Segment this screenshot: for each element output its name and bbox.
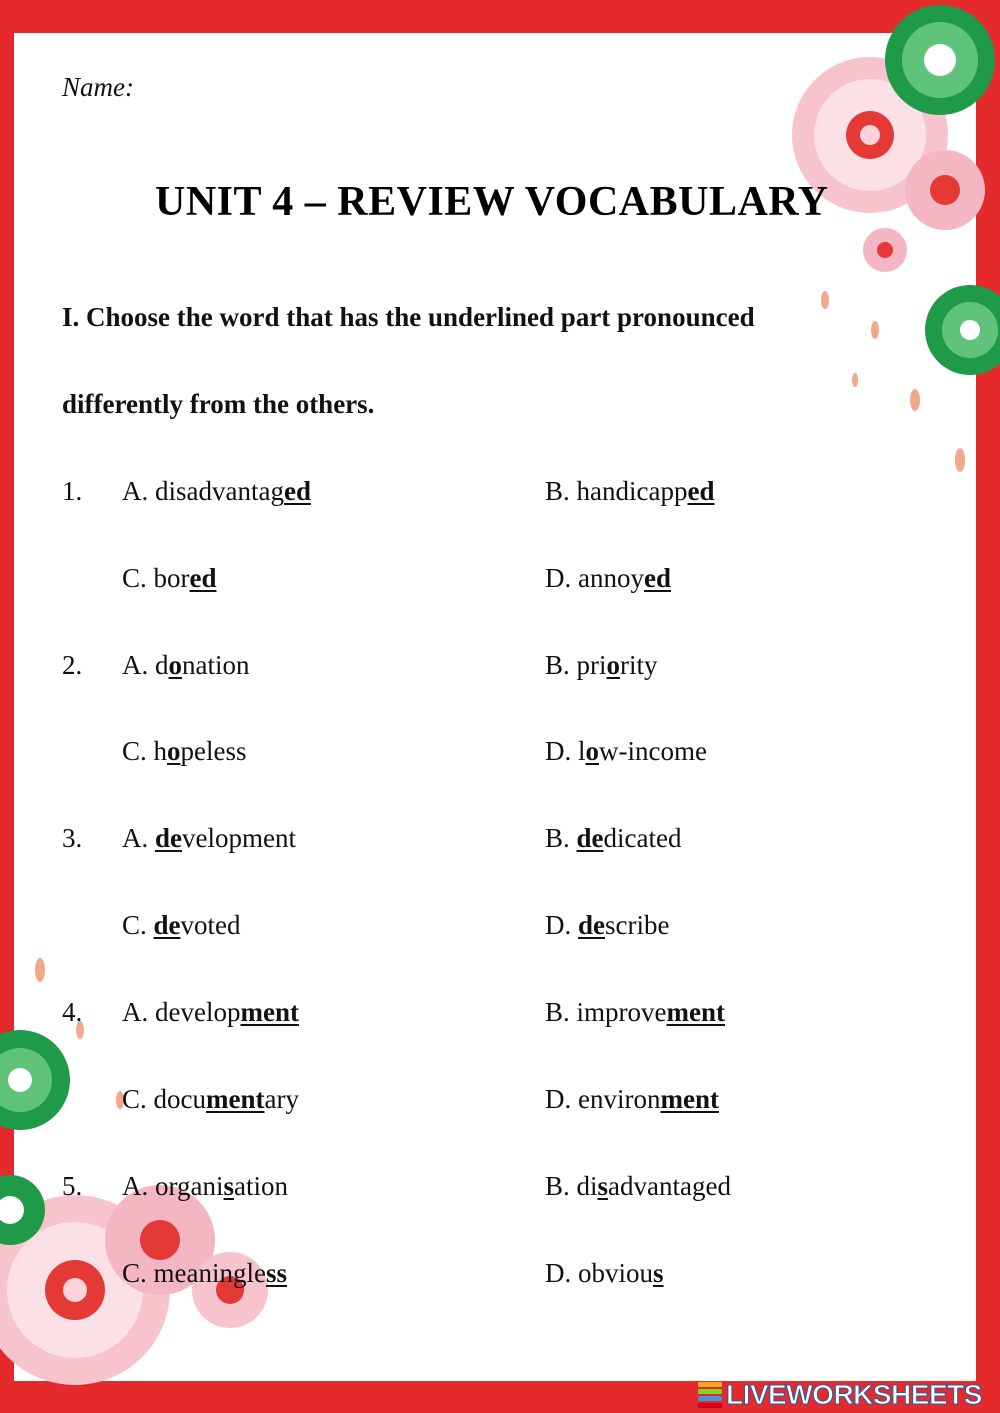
option-b[interactable]: B. priority: [545, 650, 658, 680]
option-c[interactable]: C. documentary: [122, 1084, 299, 1114]
question-row: [0, 1171, 1000, 1211]
worksheet-title: UNIT 4 – REVIEW VOCABULARY: [155, 179, 829, 225]
name-label: Name:: [62, 72, 134, 102]
option-a[interactable]: A. organisation: [122, 1171, 289, 1201]
underlined-part: ment: [240, 997, 299, 1027]
instruction-line-1: I. Choose the word that has the underlined part pronounced: [62, 302, 755, 332]
option-b[interactable]: B. improvement: [545, 997, 725, 1027]
underlined-part: ed: [189, 563, 217, 593]
option-b[interactable]: B. disadvantaged: [545, 1171, 731, 1201]
question-row: [0, 563, 1000, 603]
underlined-part: ed: [283, 476, 311, 506]
underlined-part: ss: [265, 1258, 287, 1288]
question-number: 3.: [62, 823, 83, 853]
underlined-part: o: [168, 650, 182, 680]
liveworksheets-brand[interactable]: [698, 1380, 998, 1410]
question-row: [0, 1258, 1000, 1298]
small-flower-icon: [863, 228, 907, 272]
small-flower-icon: [905, 150, 985, 230]
underlined-part: ed: [687, 476, 715, 506]
green-flower-icon: [885, 5, 995, 115]
option-c[interactable]: C. hopeless: [122, 736, 247, 766]
liveworksheets-logo-icon: [698, 1382, 722, 1408]
question-row: [0, 476, 1000, 516]
question-number: 4.: [62, 997, 83, 1027]
option-c[interactable]: C. devoted: [122, 910, 241, 940]
underlined-part: de: [155, 823, 182, 853]
option-d[interactable]: D. obvious: [545, 1258, 664, 1288]
option-b[interactable]: B. dedicated: [545, 823, 682, 853]
option-d[interactable]: D. low-income: [545, 736, 707, 766]
option-a[interactable]: A. disadvantaged: [122, 476, 311, 506]
green-flower-icon: [925, 285, 1000, 375]
underlined-part: ment: [666, 997, 725, 1027]
underlined-part: s: [597, 1171, 609, 1201]
question-number: 1.: [62, 476, 83, 506]
flower-decoration-top-right: [735, 0, 1000, 520]
question-row: [0, 910, 1000, 950]
underlined-part: o: [606, 650, 621, 680]
question-row: [0, 823, 1000, 863]
option-a[interactable]: A. donation: [122, 650, 250, 680]
question-row: [0, 997, 1000, 1037]
option-c[interactable]: C. meaningless: [122, 1258, 287, 1288]
option-d[interactable]: D. describe: [545, 910, 670, 940]
question-number: 2.: [62, 650, 83, 680]
option-d[interactable]: D. environment: [545, 1084, 719, 1114]
question-row: [0, 1084, 1000, 1124]
option-d[interactable]: D. annoyed: [545, 563, 671, 593]
brand-name: LIVEWORKSHEETS: [726, 1379, 982, 1410]
underlined-part: ed: [643, 563, 671, 593]
underlined-part: s: [653, 1258, 664, 1288]
option-a[interactable]: A. development: [122, 823, 296, 853]
underlined-part: s: [223, 1171, 235, 1201]
question-row: [0, 736, 1000, 776]
question-row: [0, 650, 1000, 690]
option-b[interactable]: B. handicapped: [545, 476, 715, 506]
underlined-part: o: [585, 736, 599, 766]
option-c[interactable]: C. bored: [122, 563, 217, 593]
option-a[interactable]: A. development: [122, 997, 299, 1027]
underlined-part: de: [578, 910, 605, 940]
underlined-part: ment: [660, 1084, 719, 1114]
question-number: 5.: [62, 1171, 83, 1201]
underlined-part: de: [153, 910, 181, 940]
underlined-part: ment: [206, 1084, 265, 1114]
underlined-part: de: [576, 823, 604, 853]
underlined-part: o: [167, 736, 181, 766]
instruction-line-2: differently from the others.: [62, 389, 375, 419]
